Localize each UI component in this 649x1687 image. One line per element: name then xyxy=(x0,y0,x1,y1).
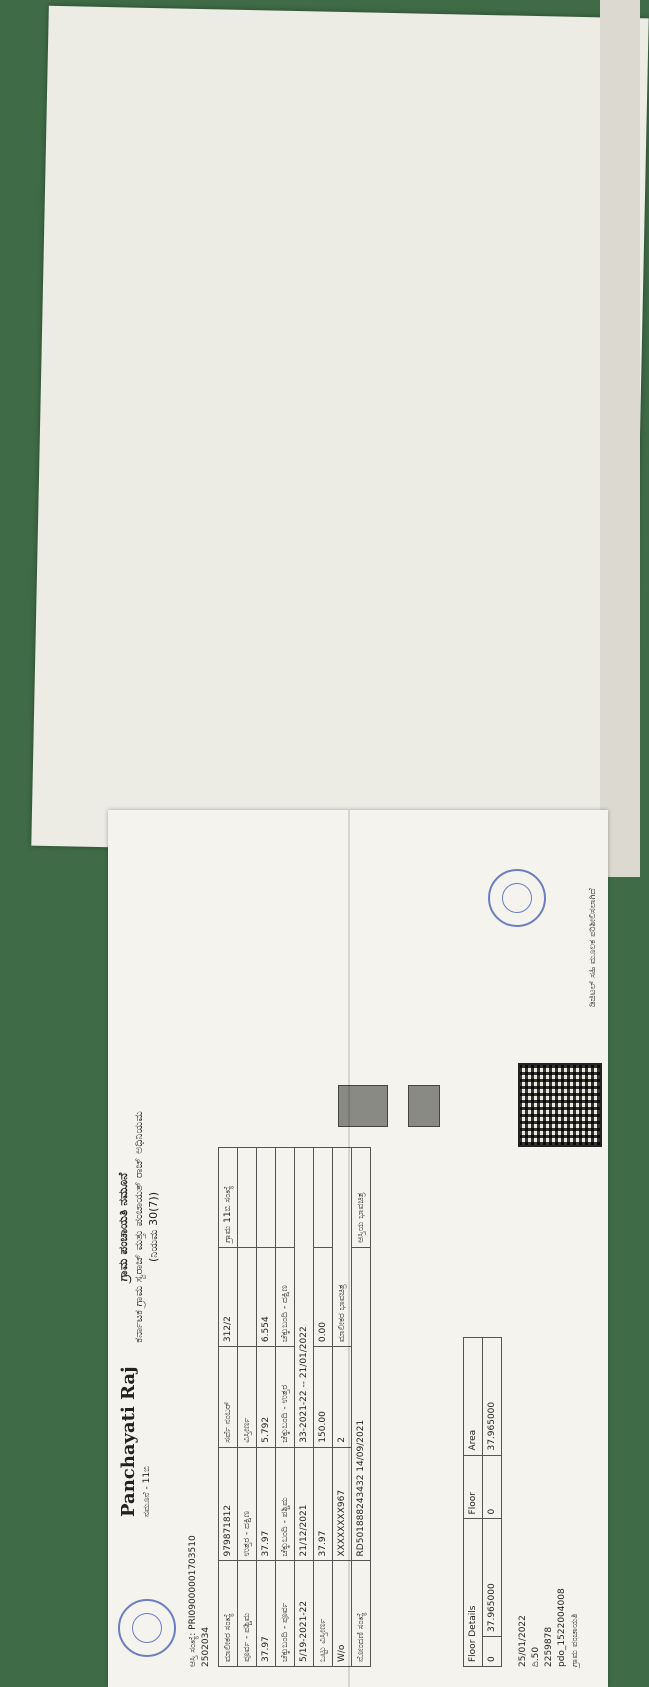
adjacent-page-edge xyxy=(600,0,640,877)
property-photo xyxy=(408,1085,440,1127)
floor-area: 37.965000 xyxy=(483,1519,502,1637)
floor-number: 0 xyxy=(483,1636,502,1666)
survey-number: 312/2 xyxy=(219,1247,238,1346)
brand-logo-text: Panchayati Raj xyxy=(118,1366,139,1517)
boundary-label: ಚೆಕ್ಕುಬಂದಿ - ಪಶ್ಚಿಮ xyxy=(276,1447,295,1561)
dimension-header: ವಿಸ್ತೀರ್ಣ xyxy=(238,1347,257,1448)
owner-relation: W/o xyxy=(333,1561,352,1667)
boundary-label: ಚೆಕ್ಕುಬಂದಿ - ಪೂರ್ವ xyxy=(276,1561,295,1667)
demand-date: 21/12/2021 xyxy=(295,1447,314,1561)
owner-photo xyxy=(338,1085,388,1127)
dimension-value: 37.97 xyxy=(257,1447,276,1561)
official-seal-icon xyxy=(488,869,546,927)
survey-label: ಸರ್ವೆ ನಂಬರ್ xyxy=(219,1347,238,1448)
property-id: PRI09000001703510 xyxy=(188,1535,198,1630)
issuing-officer: pdo_1522004008 xyxy=(557,1588,567,1667)
floor-number: 0 xyxy=(483,1455,502,1519)
property-certificate xyxy=(108,810,608,1687)
issue-code: 2259878 xyxy=(544,1626,554,1667)
registration-label: ನೋಂದಣಿ ಸಂಖ್ಯೆ xyxy=(352,1561,371,1667)
rule-reference: (ನಿಯಮ 30(7)) xyxy=(147,1191,160,1263)
plot-label: ಗ್ರಾಮ 11ಬಿ ಸಂಖ್ಯೆ xyxy=(219,1148,238,1248)
area-label: ಒಟ್ಟು ವಿಸ್ತೀರ್ಣ xyxy=(314,1561,333,1667)
footer-note: ಡಿಜಿಟಲ್ ಸಹಿ ಮೂಲಕ ಪರಿಶೀಲಿಸಲಾಗಿದೆ xyxy=(588,888,598,1007)
seal-text: ಗ್ರಾಮ ಪಂಚಾಯತಿ xyxy=(570,1613,580,1667)
property-id-label: ಆಸ್ತಿ ಸಂಖ್ಯೆ xyxy=(188,1635,198,1667)
floor-header: Floor xyxy=(464,1455,483,1519)
issue-date: 25/01/2022 xyxy=(518,1615,528,1667)
floor-area: 37.965000 xyxy=(483,1338,502,1456)
demand-number: 5/19-2021-22 xyxy=(295,1561,314,1667)
form-number: ನಮೂನೆ - 11ಬಿ xyxy=(142,1465,152,1517)
khata-number: 2502034 xyxy=(201,1626,211,1667)
floor-header: Area xyxy=(464,1338,483,1456)
tax-amount: 150.00 xyxy=(314,1347,333,1448)
dimension-value: 5.792 xyxy=(257,1347,276,1448)
floor-details-table xyxy=(463,1337,502,1667)
tax-period: 33-2021-22 -- 21/01/2022 xyxy=(295,1148,314,1448)
document-subtitle: ಕರ್ನಾಟಕ ಗ್ರಾಮ ಸ್ವರಾಜ್ ಮತ್ತು ಪಂಚಾಯತ್ ರಾಜ್ ಅಧಿನಿಯಮ xyxy=(132,1111,145,1343)
area-value: 37.97 xyxy=(314,1447,333,1561)
boundary-label: ಚೆಕ್ಕುಬಂದಿ - ದಕ್ಷಿಣ xyxy=(276,1247,295,1346)
owner-id: XXXXXXXX967 xyxy=(333,1447,352,1561)
property-id-block: ಆಸ್ತಿ ಸಂಖ್ಯೆ: PRI09000001703510 2502034 xyxy=(188,1535,211,1667)
official-seal-icon xyxy=(118,1599,176,1657)
underlying-page xyxy=(31,6,648,858)
owner-count: 2 xyxy=(333,1347,352,1448)
dimension-value: 37.97 xyxy=(257,1561,276,1667)
issue-ref: ದಿ.50 xyxy=(531,1646,541,1667)
tax-amount: 0.00 xyxy=(314,1247,333,1346)
assessment-number: 979871812 xyxy=(219,1447,238,1561)
document-title: ಗ್ರಾಮ ಪಂಚಾಯತಿ ನಮೂನೆ xyxy=(116,1172,130,1282)
owner-photo-label: ಮಾಲೀಕರ ಭಾವಚಿತ್ರ xyxy=(333,1148,352,1347)
assessment-label: ಮಾಲೀಕರ ಸಂಖ್ಯೆ xyxy=(219,1561,238,1667)
issue-block xyxy=(518,1588,583,1667)
boundary-label: ಚೆಕ್ಕುಬಂದಿ - ಉತ್ತರ xyxy=(276,1347,295,1448)
property-photo-label: ಆಸ್ತಿಯ ಭಾವಚಿತ್ರ xyxy=(352,1148,371,1248)
dimension-value: 6.554 xyxy=(257,1247,276,1346)
dimension-header: ಪೂರ್ವ - ಪಶ್ಚಿಮ xyxy=(238,1561,257,1667)
registration-number: RD501888243432 14/09/2021 xyxy=(352,1247,371,1561)
qr-code-icon xyxy=(518,1063,602,1147)
dimension-header: ಉತ್ತರ - ದಕ್ಷಿಣ xyxy=(238,1447,257,1561)
document-header xyxy=(116,1047,161,1407)
paper-fold xyxy=(348,810,350,1687)
floor-section-label: Floor Details xyxy=(464,1519,483,1667)
